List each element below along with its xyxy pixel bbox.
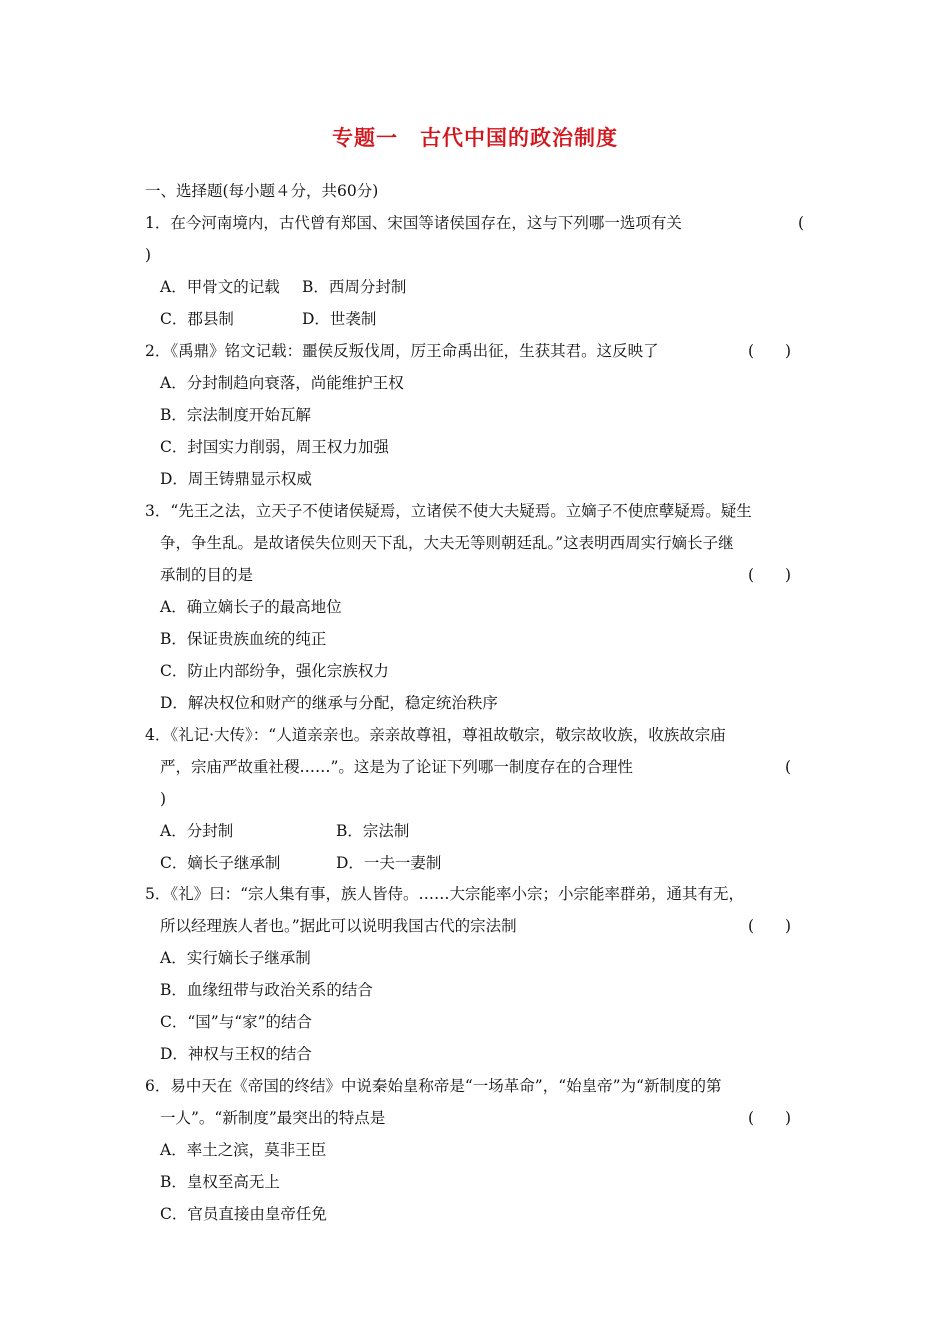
question-5-answer-paren: ( ) bbox=[748, 917, 792, 935]
question-3-option-d: D．解决权位和财产的继承与分配，稳定统治秩序 bbox=[160, 694, 498, 712]
question-3-option-b: B．保证贵族血统的纯正 bbox=[160, 630, 327, 648]
question-4-answer-paren-open: ( bbox=[785, 758, 792, 776]
section-heading: 一、选择题(每小题４分，共60分) bbox=[145, 182, 379, 200]
question-1-text: 1．在今河南境内，古代曾有郑国、宋国等诸侯国存在，这与下列哪一选项有关 bbox=[145, 214, 682, 232]
question-3-option-c: C．防止内部纷争，强化宗族权力 bbox=[160, 662, 389, 680]
question-5-option-b: B．血缘纽带与政治关系的结合 bbox=[160, 981, 373, 999]
question-6-option-b: B．皇权至高无上 bbox=[160, 1173, 280, 1191]
question-1-answer-paren-close: ) bbox=[145, 246, 152, 264]
question-1-option-c: C．郡县制 bbox=[160, 310, 234, 328]
question-4-option-a: A．分封制 bbox=[160, 822, 234, 840]
question-3-text-line2: 争，争生乱。是故诸侯失位则天下乱，大夫无等则朝廷乱。”这表明西周实行嫡长子继 bbox=[160, 534, 734, 552]
question-4-text-line2: 严，宗庙严故重社稷……”。这是为了论证下列哪一制度存在的合理性 bbox=[160, 758, 633, 776]
page-title: 专题一 古代中国的政治制度 bbox=[332, 126, 618, 150]
question-2-answer-paren: ( ) bbox=[748, 342, 792, 360]
question-2-text: 2．《禹鼎》铭文记载：噩侯反叛伐周，厉王命禹出征，生获其君。这反映了 bbox=[145, 342, 659, 360]
question-1-option-a: A．甲骨文的记载 bbox=[160, 278, 280, 296]
question-3-answer-paren: ( ) bbox=[748, 566, 792, 584]
question-6-text-line1: 6．易中天在《帝国的终结》中说秦始皇称帝是“一场革命”，“始皇帝”为“新制度的第 bbox=[145, 1077, 722, 1095]
question-2-option-b: B．宗法制度开始瓦解 bbox=[160, 406, 311, 424]
question-3-text-line3: 承制的目的是 bbox=[160, 566, 254, 584]
question-5-text-line1: 5．《礼》曰：“宗人集有事，族人皆侍。……大宗能率小宗；小宗能率群弟，通其有无， bbox=[145, 885, 745, 903]
question-6-option-a: A．率土之滨，莫非王臣 bbox=[160, 1141, 327, 1159]
question-6-option-c: C．官员直接由皇帝任免 bbox=[160, 1205, 327, 1223]
question-4-option-b: B．宗法制 bbox=[336, 822, 410, 840]
question-3-text-line1: 3．“先王之法，立天子不使诸侯疑焉，立诸侯不使大夫疑焉。立嫡子不使庶孽疑焉。疑生 bbox=[145, 502, 752, 520]
question-4-option-c: C．嫡长子继承制 bbox=[160, 854, 281, 872]
question-2-option-c: C．封国实力削弱，周王权力加强 bbox=[160, 438, 389, 456]
question-1-answer-paren-open: ( bbox=[798, 214, 805, 232]
question-6-answer-paren: ( ) bbox=[748, 1109, 792, 1127]
question-4-option-d: D．一夫一妻制 bbox=[336, 854, 442, 872]
question-3-option-a: A．确立嫡长子的最高地位 bbox=[160, 598, 342, 616]
question-2-option-d: D．周王铸鼎显示权威 bbox=[160, 470, 312, 488]
question-1-option-d: D．世袭制 bbox=[302, 310, 377, 328]
question-5-option-c: C．“国”与“家”的结合 bbox=[160, 1013, 313, 1031]
question-2-option-a: A．分封制趋向衰落，尚能维护王权 bbox=[160, 374, 404, 392]
question-4-text-line1: 4．《礼记·大传》：“人道亲亲也。亲亲故尊祖，尊祖故敬宗，敬宗故收族，收族故宗庙 bbox=[145, 726, 726, 744]
question-1-option-b: B．西周分封制 bbox=[302, 278, 407, 296]
question-4-answer-paren-close: ) bbox=[160, 790, 167, 808]
question-5-option-a: A．实行嫡长子继承制 bbox=[160, 949, 311, 967]
question-5-text-line2: 所以经理族人者也。”据此可以说明我国古代的宗法制 bbox=[160, 917, 517, 935]
question-6-text-line2: 一人”。“新制度”最突出的特点是 bbox=[160, 1109, 386, 1127]
question-5-option-d: D．神权与王权的结合 bbox=[160, 1045, 312, 1063]
